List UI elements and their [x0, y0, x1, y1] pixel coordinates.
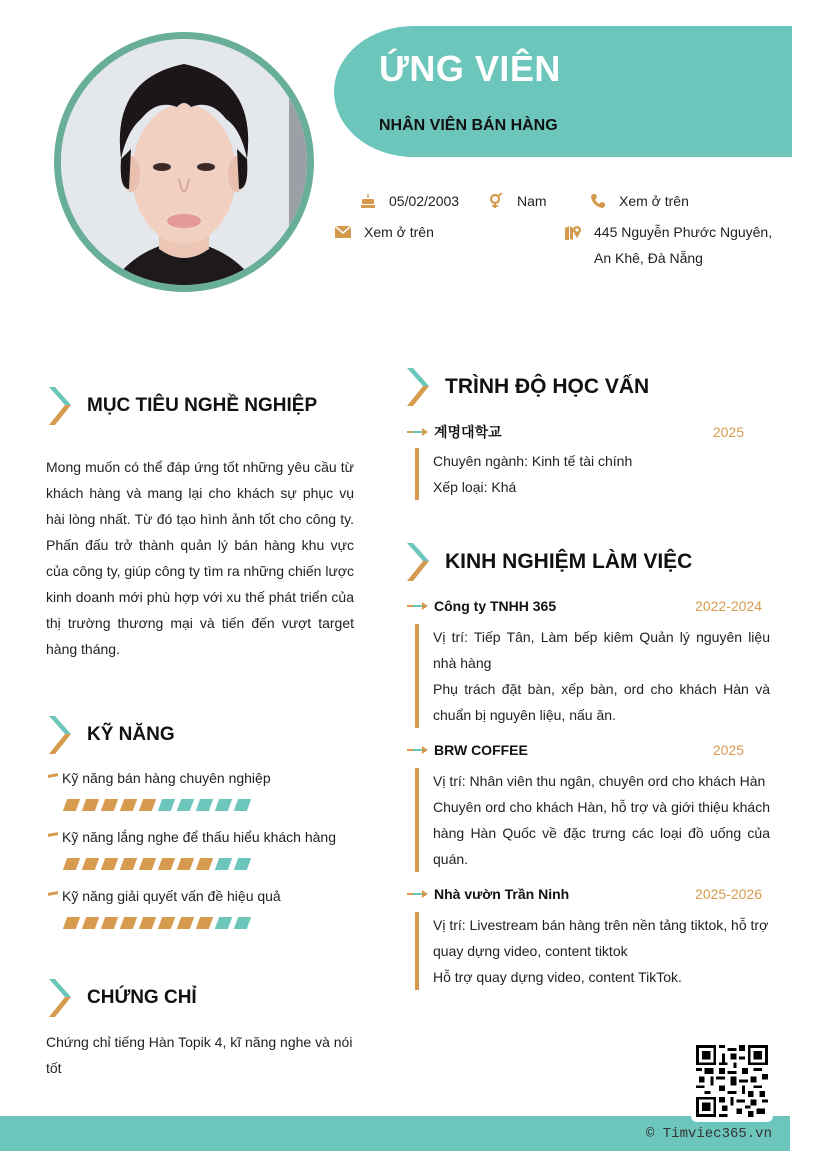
company-name: Nhà vườn Trần Ninh — [434, 886, 570, 902]
certificates-heading — [47, 977, 197, 1019]
education-entry-header — [407, 422, 744, 442]
experience-entry-header — [407, 598, 762, 614]
skills-heading — [47, 714, 175, 756]
experience-line: Phụ trách đặt bàn, xếp bàn, ord cho khách Hàn và chuẩn bị nguyên liệu, nấu ăn. — [433, 681, 770, 723]
footer-copyright[interactable]: © Timviec365.vn — [645, 1126, 772, 1142]
section-chevron-icon — [47, 385, 73, 427]
arrow-right-icon — [407, 428, 429, 436]
skill-label: Kỹ năng giải quyết vấn đề hiệu quả — [62, 888, 281, 904]
section-chevron-icon — [405, 541, 431, 583]
dash-icon — [48, 773, 58, 778]
skill-item — [48, 770, 271, 786]
experience-title: KINH NGHIỆM LÀM VIỆC — [445, 550, 693, 573]
experience-period: 2022-2024 — [695, 598, 762, 614]
certificates-text: Chứng chỉ tiếng Hàn Topik 4, kĩ năng nghe và nói tốt — [46, 1034, 353, 1076]
gender-row — [487, 193, 547, 209]
section-chevron-icon — [47, 714, 73, 756]
address-row — [564, 224, 772, 271]
skill-rating-bar — [65, 799, 249, 811]
skill-item — [48, 888, 281, 904]
header-banner — [334, 26, 792, 157]
experience-line: Vị trí: Tiếp Tân, Làm bếp kiêm Quản lý nguyên liệu nhà hàng — [433, 629, 770, 671]
experience-line: Hỗ trợ quay dựng video, content TikTok. — [433, 969, 682, 985]
phone-row — [589, 193, 689, 209]
envelope-icon — [334, 224, 352, 240]
skill-rating-bar — [65, 858, 249, 870]
section-chevron-icon — [405, 366, 431, 408]
gender-icon — [487, 193, 505, 209]
dash-icon — [48, 891, 58, 896]
experience-entry-header — [407, 886, 762, 902]
skill-rating-bar — [65, 917, 249, 929]
experience-details — [415, 624, 770, 728]
experience-line: Chuyên ord cho khách Hàn, hỗ trợ và giới thiệu khách hàng Hàn Quốc về đặc trưng các loại đồ uống của quán. — [433, 799, 770, 867]
gender-value: Nam — [517, 193, 547, 209]
education-year: 2025 — [712, 424, 744, 440]
section-chevron-icon — [47, 977, 73, 1019]
experience-entry-header — [407, 742, 744, 758]
skill-item — [48, 829, 336, 845]
map-pin-icon — [564, 225, 582, 241]
experience-period: 2025-2026 — [695, 886, 762, 902]
address-line-1: 445 Nguyễn Phước Nguyên, — [594, 224, 773, 240]
email-value: Xem ở trên — [364, 224, 434, 240]
experience-heading — [405, 541, 692, 583]
phone-value: Xem ở trên — [619, 193, 689, 209]
objective-heading — [47, 385, 317, 427]
experience-line: Vị trí: Nhân viên thu ngân, chuyên ord cho khách Hàn — [433, 773, 766, 789]
education-line: Chuyên ngành: Kinh tế tài chính — [433, 453, 633, 469]
candidate-name: ỨNG VIÊN — [379, 48, 561, 89]
phone-icon — [589, 193, 607, 209]
arrow-right-icon — [407, 602, 429, 610]
job-title: NHÂN VIÊN BÁN HÀNG — [379, 117, 558, 134]
education-title: TRÌNH ĐỘ HỌC VẤN — [445, 375, 650, 398]
experience-details — [415, 912, 770, 990]
company-name: BRW COFFEE — [434, 742, 528, 758]
objective-title: MỤC TIÊU NGHỀ NGHIỆP — [87, 395, 318, 416]
experience-period: 2025 — [712, 742, 744, 758]
arrow-right-icon — [407, 890, 429, 898]
school-name: 계명대학교 — [434, 424, 502, 440]
birthday-cake-icon — [359, 193, 377, 209]
objective-text: Mong muốn có thể đáp ứng tốt những yêu cầu từ khách hàng và mang lại cho khách sự phục vụ hài lòng nhất. Từ đó tạo hình ảnh tốt cho công ty. Phấn đấu trở thành quản lý bán hàng khu vực của công ty, giúp công ty tìm ra những chiến lược kinh doanh mới phù hợp với xu thế phát triển của thị trường thương mại và tiến đến vượt target hàng tháng. — [46, 459, 354, 657]
arrow-right-icon — [407, 746, 429, 754]
address-line-2: An Khê, Đà Nẵng — [594, 250, 703, 266]
certificates-title: CHỨNG CHỈ — [87, 987, 197, 1008]
education-heading — [405, 366, 649, 408]
dash-icon — [48, 832, 58, 837]
skill-label: Kỹ năng bán hàng chuyên nghiệp — [62, 770, 271, 786]
experience-details — [415, 768, 770, 872]
education-line: Xếp loại: Khá — [433, 479, 517, 495]
company-name: Công ty TNHH 365 — [434, 598, 557, 614]
footer-bar — [0, 1116, 790, 1151]
birthday-row — [359, 193, 459, 209]
birthday-value: 05/02/2003 — [389, 193, 460, 209]
experience-line: Vị trí: Livestream bán hàng trên nền tảng tiktok, hỗ trợ quay dựng video, content tiktok — [433, 917, 769, 959]
avatar — [54, 32, 314, 292]
qr-code-icon — [696, 1045, 768, 1117]
qr-code[interactable] — [691, 1040, 773, 1122]
email-row — [334, 224, 434, 240]
skill-label: Kỹ năng lắng nghe để thấu hiểu khách hàng — [62, 829, 337, 845]
education-details — [415, 448, 770, 500]
skills-title: KỸ NĂNG — [87, 724, 175, 745]
profile-photo — [61, 39, 307, 285]
